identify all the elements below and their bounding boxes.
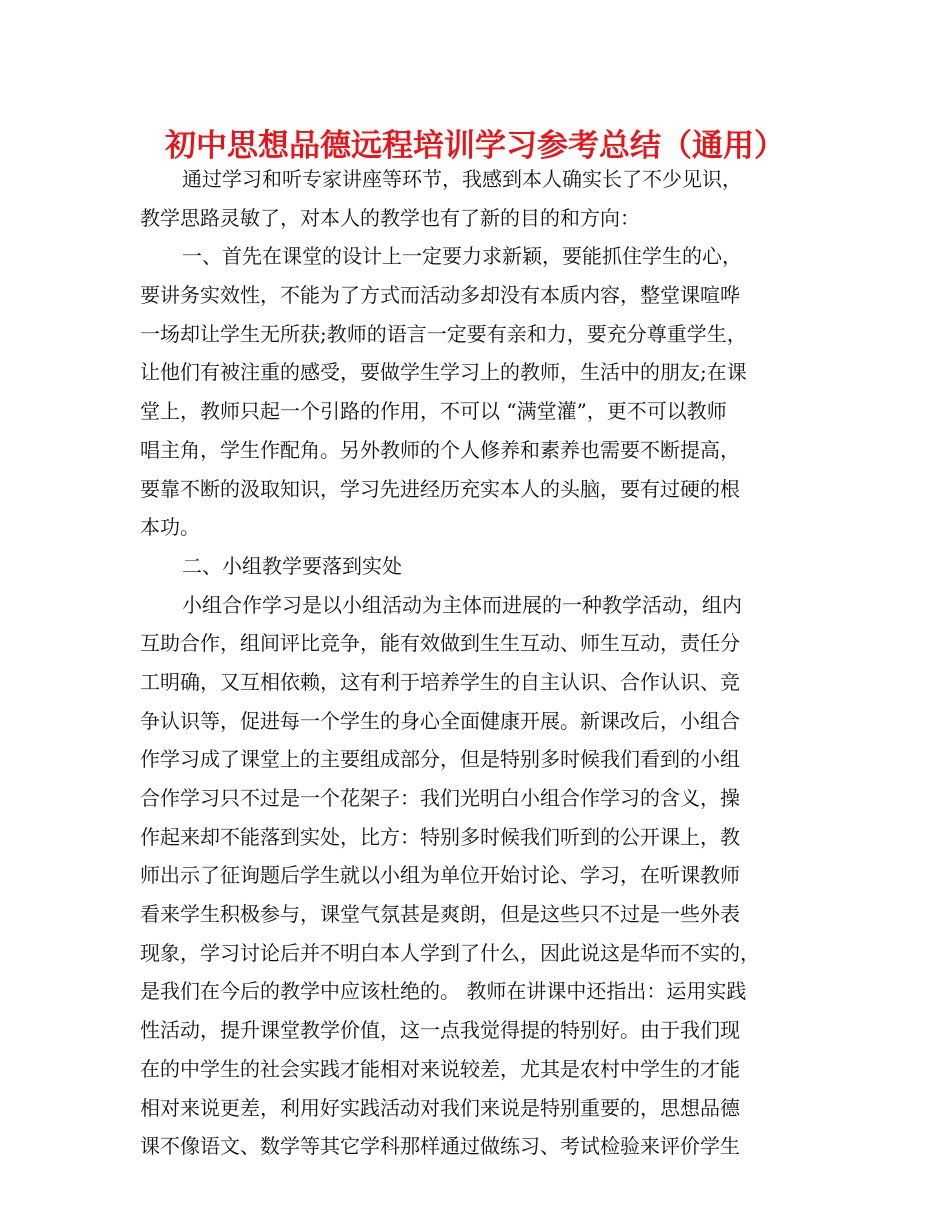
text-line: 要靠不断的汲取知识，学习先进经历充实本人的头脑，要有过硬的根 xyxy=(140,476,740,501)
text-line: 现象，学习讨论后并不明白本人学到了什么，因此说这是华而不实的， xyxy=(140,940,760,965)
text-line: 看来学生积极参与，课堂气氛甚是爽朗，但是这些只不过是一些外表 xyxy=(140,902,740,927)
text-line: 通过学习和听专家讲座等环节，我感到本人确实长了不少见识， xyxy=(182,167,742,191)
text-line: 师出示了征询题后学生就以小组为单位开始讨论、学习，在听课教师 xyxy=(140,863,740,888)
text-line: 让他们有被注重的感受，要做学生学习上的教师，生活中的朋友;在课 xyxy=(140,360,747,385)
text-line: 堂上，教师只起一个引路的作用，不可以 “满堂灌”，更不可以教师 xyxy=(140,399,727,424)
text-line: 一、首先在课堂的设计上一定要力求新颖，要能抓住学生的心， xyxy=(182,244,742,269)
text-line: 本功。 xyxy=(140,515,200,540)
document-body xyxy=(140,160,825,1166)
text-line: 是我们在今后的教学中应该杜绝的。 教师在讲课中还指出：运用实践 xyxy=(140,979,747,1004)
text-line: 二、小组教学要落到实处 xyxy=(182,553,402,578)
text-line: 要讲务实效性，不能为了方式而活动多却没有本质内容，整堂课喧哗 xyxy=(140,283,740,308)
text-line: 唱主角，学生作配角。另外教师的个人修养和素养也需要不断提高， xyxy=(140,437,740,462)
text-line: 相对来说更差，利用好实践活动对我们来说是特别重要的，思想品德 xyxy=(140,1095,740,1120)
text-line: 争认识等，促进每一个学生的身心全面健康开展。新课改后，小组合 xyxy=(140,708,740,733)
text-line: 互助合作，组间评比竞争，能有效做到生生互动、师生互动，责任分 xyxy=(140,631,740,656)
document-title: 初中思想品德远程培训学习参考总结（通用） xyxy=(165,128,785,164)
text-line: 一场却让学生无所获;教师的语言一定要有亲和力，要充分尊重学生， xyxy=(140,321,747,346)
text-line: 作起来却不能落到实处，比方：特别多时候我们听到的公开课上，教 xyxy=(140,824,740,849)
text-line: 工明确，又互相依赖，这有利于培养学生的自主认识、合作认识、竞 xyxy=(140,669,740,694)
text-line: 在的中学生的社会实践才能相对来说较差，尤其是农村中学生的才能 xyxy=(140,1056,740,1081)
text-line: 教学思路灵敏了，对本人的教学也有了新的目的和方向： xyxy=(140,205,640,230)
text-line: 性活动，提升课堂教学价值，这一点我觉得提的特别好。由于我们现 xyxy=(140,1018,740,1043)
text-line: 课不像语文、数学等其它学科那样通过做练习、考试检验来评价学生 xyxy=(140,1134,740,1159)
text-line: 作学习成了课堂上的主要组成部分，但是特别多时候我们看到的小组 xyxy=(140,747,740,772)
text-line: 合作学习只不过是一个花架子：我们光明白小组合作学习的含义，操 xyxy=(140,786,740,810)
text-line: 小组合作学习是以小组活动为主体而进展的一种教学活动，组内 xyxy=(182,592,742,617)
